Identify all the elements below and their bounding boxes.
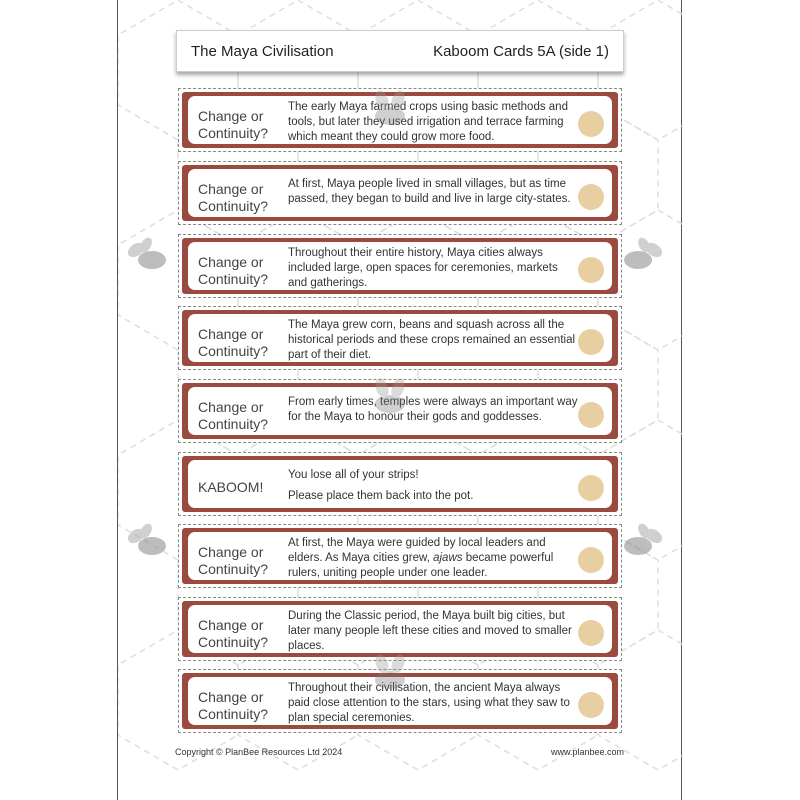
card-border [182,601,618,657]
card-border [182,456,618,512]
card-text [288,318,578,366]
card-sentence: From early times, temples were always an important way for the Maya to honour their gods and goddesses. [288,396,578,423]
worksheet-header [176,30,624,72]
card-sentence-part: became powerful rulers, uniting people under one leader. [288,552,554,579]
bee-illustration-right-bottom [622,522,668,558]
bee-watermark [368,652,412,692]
kaboom-card-2 [178,161,622,225]
card-border [182,528,618,584]
card-sentence-part: At first, the Maya were guided by local leaders and elders. As Maya cities grew, [288,537,546,564]
card-dot [578,620,604,646]
card-text [288,536,578,584]
kaboom-card-4 [178,306,622,370]
card-text [288,468,578,507]
card-dot [578,475,604,501]
bee-watermark [368,88,412,128]
card-body [188,314,612,362]
card-text [288,681,578,729]
card-dot [578,402,604,428]
card-dot [578,547,604,573]
bee-watermark [368,376,412,416]
bee-illustration-right-top [622,236,668,272]
card-label: Change or Continuity? [198,689,269,722]
card-sentence: The early Maya farmed crops using basic methods and tools, but later they used irrigation and terrace farming which meant they could grow more food. [288,101,568,143]
kaboom-card-7 [178,524,622,588]
card-text [288,100,578,148]
card-body [188,605,612,653]
card-dot [578,111,604,137]
card-sentence: Throughout their civilisation, the ancient Maya always paid close attention to the stars, using what they saw to plan special ceremonies. [288,682,570,724]
card-sentence: Please place them back into the pot. [288,490,474,502]
kaboom-card-6 [178,452,622,516]
card-label: Change or Continuity? [198,254,269,287]
card-sentence: During the Classic period, the Maya built big cities, but later many people left these cities and moved to smaller places. [288,610,572,652]
copyright-text: Copyright © PlanBee Resources Ltd 2024 [175,747,343,757]
card-sentence: You lose all of your strips! [288,469,419,481]
bee-illustration-left-bottom [122,522,168,558]
card-text [288,395,578,428]
card-text [288,177,578,210]
card-body [188,242,612,290]
card-label: KABOOM! [198,479,264,495]
card-sentence [288,536,578,581]
card-text [288,246,578,294]
card-label: Change or Continuity? [198,108,269,141]
kaboom-card-3 [178,234,622,298]
bee-illustration-left-top [122,236,168,272]
card-sentence: The Maya grew corn, beans and squash across all the historical periods and these crops remained an essential part of their diet. [288,319,576,361]
card-border [182,165,618,221]
card-label: Change or Continuity? [198,617,269,650]
page-title: The Maya Civilisation [191,43,334,60]
card-body [188,169,612,217]
card-sentence: At first, Maya people lived in small villages, but as time passed, they began to build and live in large city-states. [288,178,571,205]
card-sentence: Throughout their entire history, Maya cities always included large, open spaces for ceremonies, markets and gatherings. [288,247,558,289]
card-label: Change or Continuity? [198,544,269,577]
website-text: www.planbee.com [550,747,624,757]
card-sentence-italic-term: ajaws [433,552,463,564]
card-dot [578,329,604,355]
card-dot [578,257,604,283]
card-label: Change or Continuity? [198,326,269,359]
card-set-code: Kaboom Cards 5A (side 1) [433,43,609,60]
card-dot [578,692,604,718]
card-label: Change or Continuity? [198,181,269,214]
card-text [288,609,578,657]
card-dot [578,184,604,210]
card-body [188,460,612,508]
card-border [182,310,618,366]
card-label: Change or Continuity? [198,399,269,432]
card-border [182,238,618,294]
card-body [188,532,612,580]
